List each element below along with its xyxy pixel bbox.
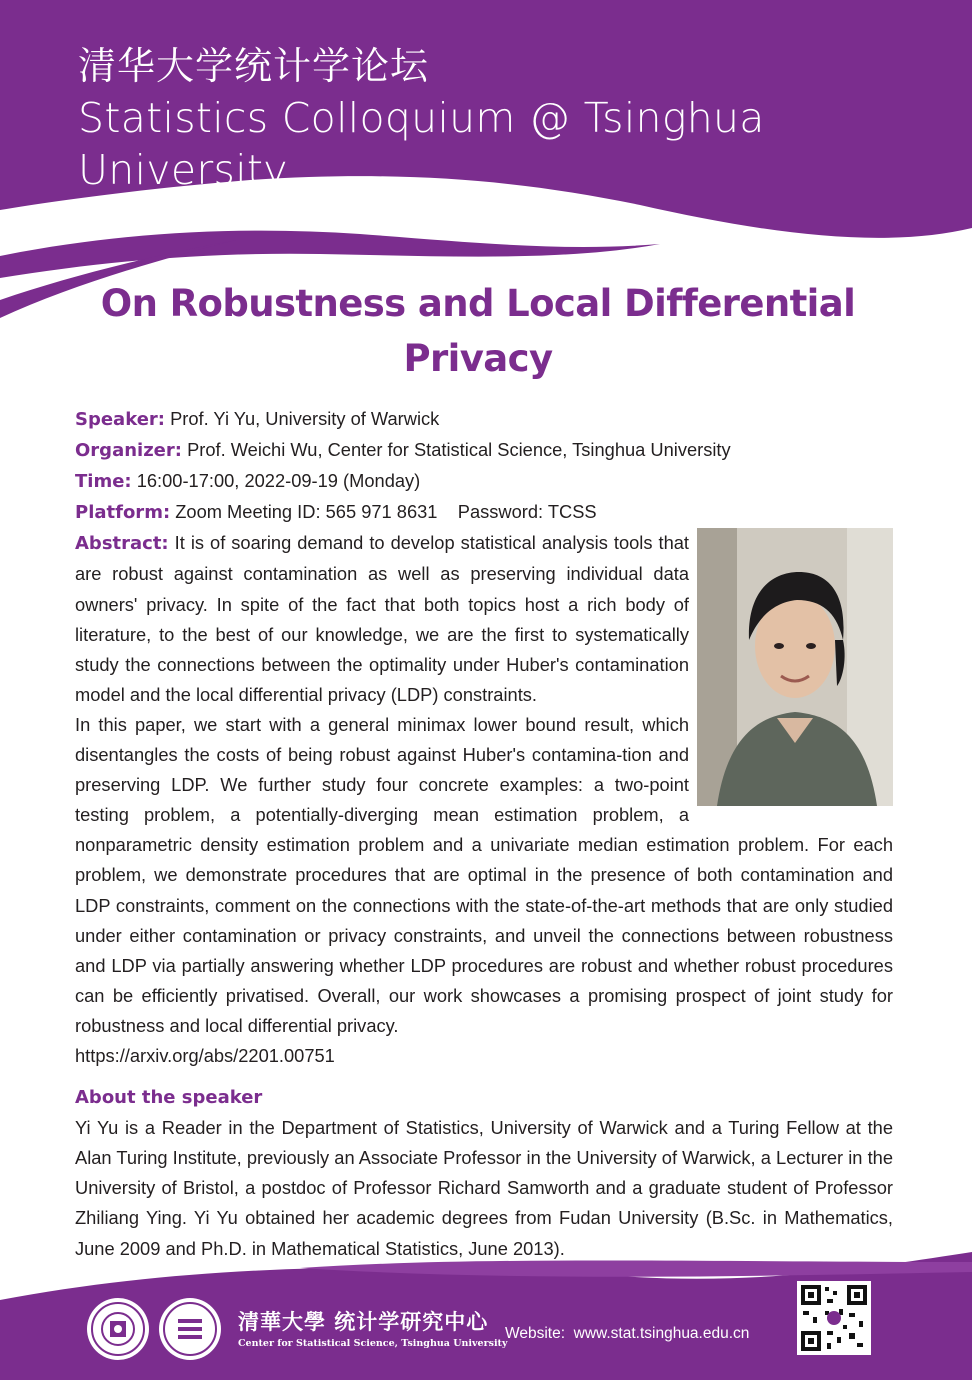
abstract-paragraph-1: It is of soaring demand to develop statistical analysis tools that are robust against contamination as well as preserving individual data owners' privacy. In spite of the fact that both topics host a rich body of literature, to the best of our knowledge, we are the first to systematically study the connections between the optimality under Huber's contamination model and the local differential privacy (LDP) constraints. bbox=[75, 532, 689, 705]
organizer-value: Prof. Weichi Wu, Center for Statistical Science, Tsinghua University bbox=[187, 439, 731, 461]
abstract-label: Abstract: bbox=[75, 533, 169, 555]
website-link[interactable]: Website: www.stat.tsinghua.edu.cn bbox=[505, 1325, 750, 1342]
speaker-label: Speaker: bbox=[75, 409, 165, 430]
colloquium-title-en: Statistics Colloquium @ Tsinghua University bbox=[78, 94, 765, 194]
colloquium-title-cn: 清华大学统计学论坛 bbox=[78, 44, 430, 88]
time-value: 16:00-17:00, 2022-09-19 (Monday) bbox=[136, 470, 421, 492]
speaker-value: Prof. Yi Yu, University of Warwick bbox=[170, 408, 440, 429]
qr-code bbox=[797, 1281, 871, 1355]
time-label: Time: bbox=[75, 471, 132, 493]
organizer-row bbox=[75, 435, 893, 466]
abstract-block bbox=[75, 528, 893, 1071]
center-name-cn: 清華大學 统计学研究中心 bbox=[238, 1309, 489, 1334]
about-speaker-text: Yi Yu is a Reader in the Department of Statistics, University of Warwick and a Turing Fellow at the Alan Turing Institute, previously an Associate Professor in the University of Warwick, a Lecturer in the University of Bristol, a postdoc of Professor Richard Samworth and a graduate student of Professor Zhiliang Ying. Yi Yu obtained her academic degrees from Fudan University (B.Sc. in Mathematics, June 2009 and Ph.D. in Mathematical Statistics, June 2013). bbox=[75, 1117, 893, 1259]
organizer-label: Organizer: bbox=[75, 440, 182, 462]
platform-value: Zoom Meeting ID: 565 971 8631 Password: TCSS bbox=[175, 501, 597, 523]
about-speaker-section bbox=[75, 1083, 893, 1264]
platform-label: Platform: bbox=[75, 502, 171, 524]
about-speaker-heading: About the speaker bbox=[75, 1087, 263, 1109]
talk-title: On Robustness and Local Differential Privacy bbox=[100, 282, 856, 380]
platform-row bbox=[75, 497, 893, 528]
colloquium-header bbox=[78, 42, 972, 196]
talk-details bbox=[75, 404, 893, 1264]
time-row bbox=[75, 466, 893, 497]
arxiv-link[interactable]: https://arxiv.org/abs/2201.00751 bbox=[75, 1044, 335, 1066]
tsinghua-seal-logo bbox=[86, 1297, 150, 1361]
abstract-paragraph-2: In this paper, we start with a general minimax lower bound result, which disentangles the costs of being robust against Huber's contamina-tion and preserving LDP. We further study four concrete examples: a two-point testing problem, a potentially-diverging mean estimation problem, a nonparametric density estimation problem and a univariate median estimation problem. For each problem, we demonstrate procedures that are optimal in the presence of both contamination and LDP constraints, comment on the connections with the state-of-the-art methods that are only studied under either contamination or privacy constraints, and unveil the connections between robustness and LDP via partially answering whether LDP procedures are robust and whether robust procedures can be efficiently privatised. Overall, our work showcases a promising prospect of joint study for robustness and local differential privacy. bbox=[75, 713, 893, 1036]
center-seal-logo bbox=[158, 1297, 222, 1361]
center-brand bbox=[238, 1306, 507, 1349]
center-name-en: Center for Statistical Science, Tsinghua University bbox=[238, 1338, 508, 1349]
speaker-row bbox=[75, 404, 893, 435]
speaker-photo bbox=[697, 528, 893, 806]
